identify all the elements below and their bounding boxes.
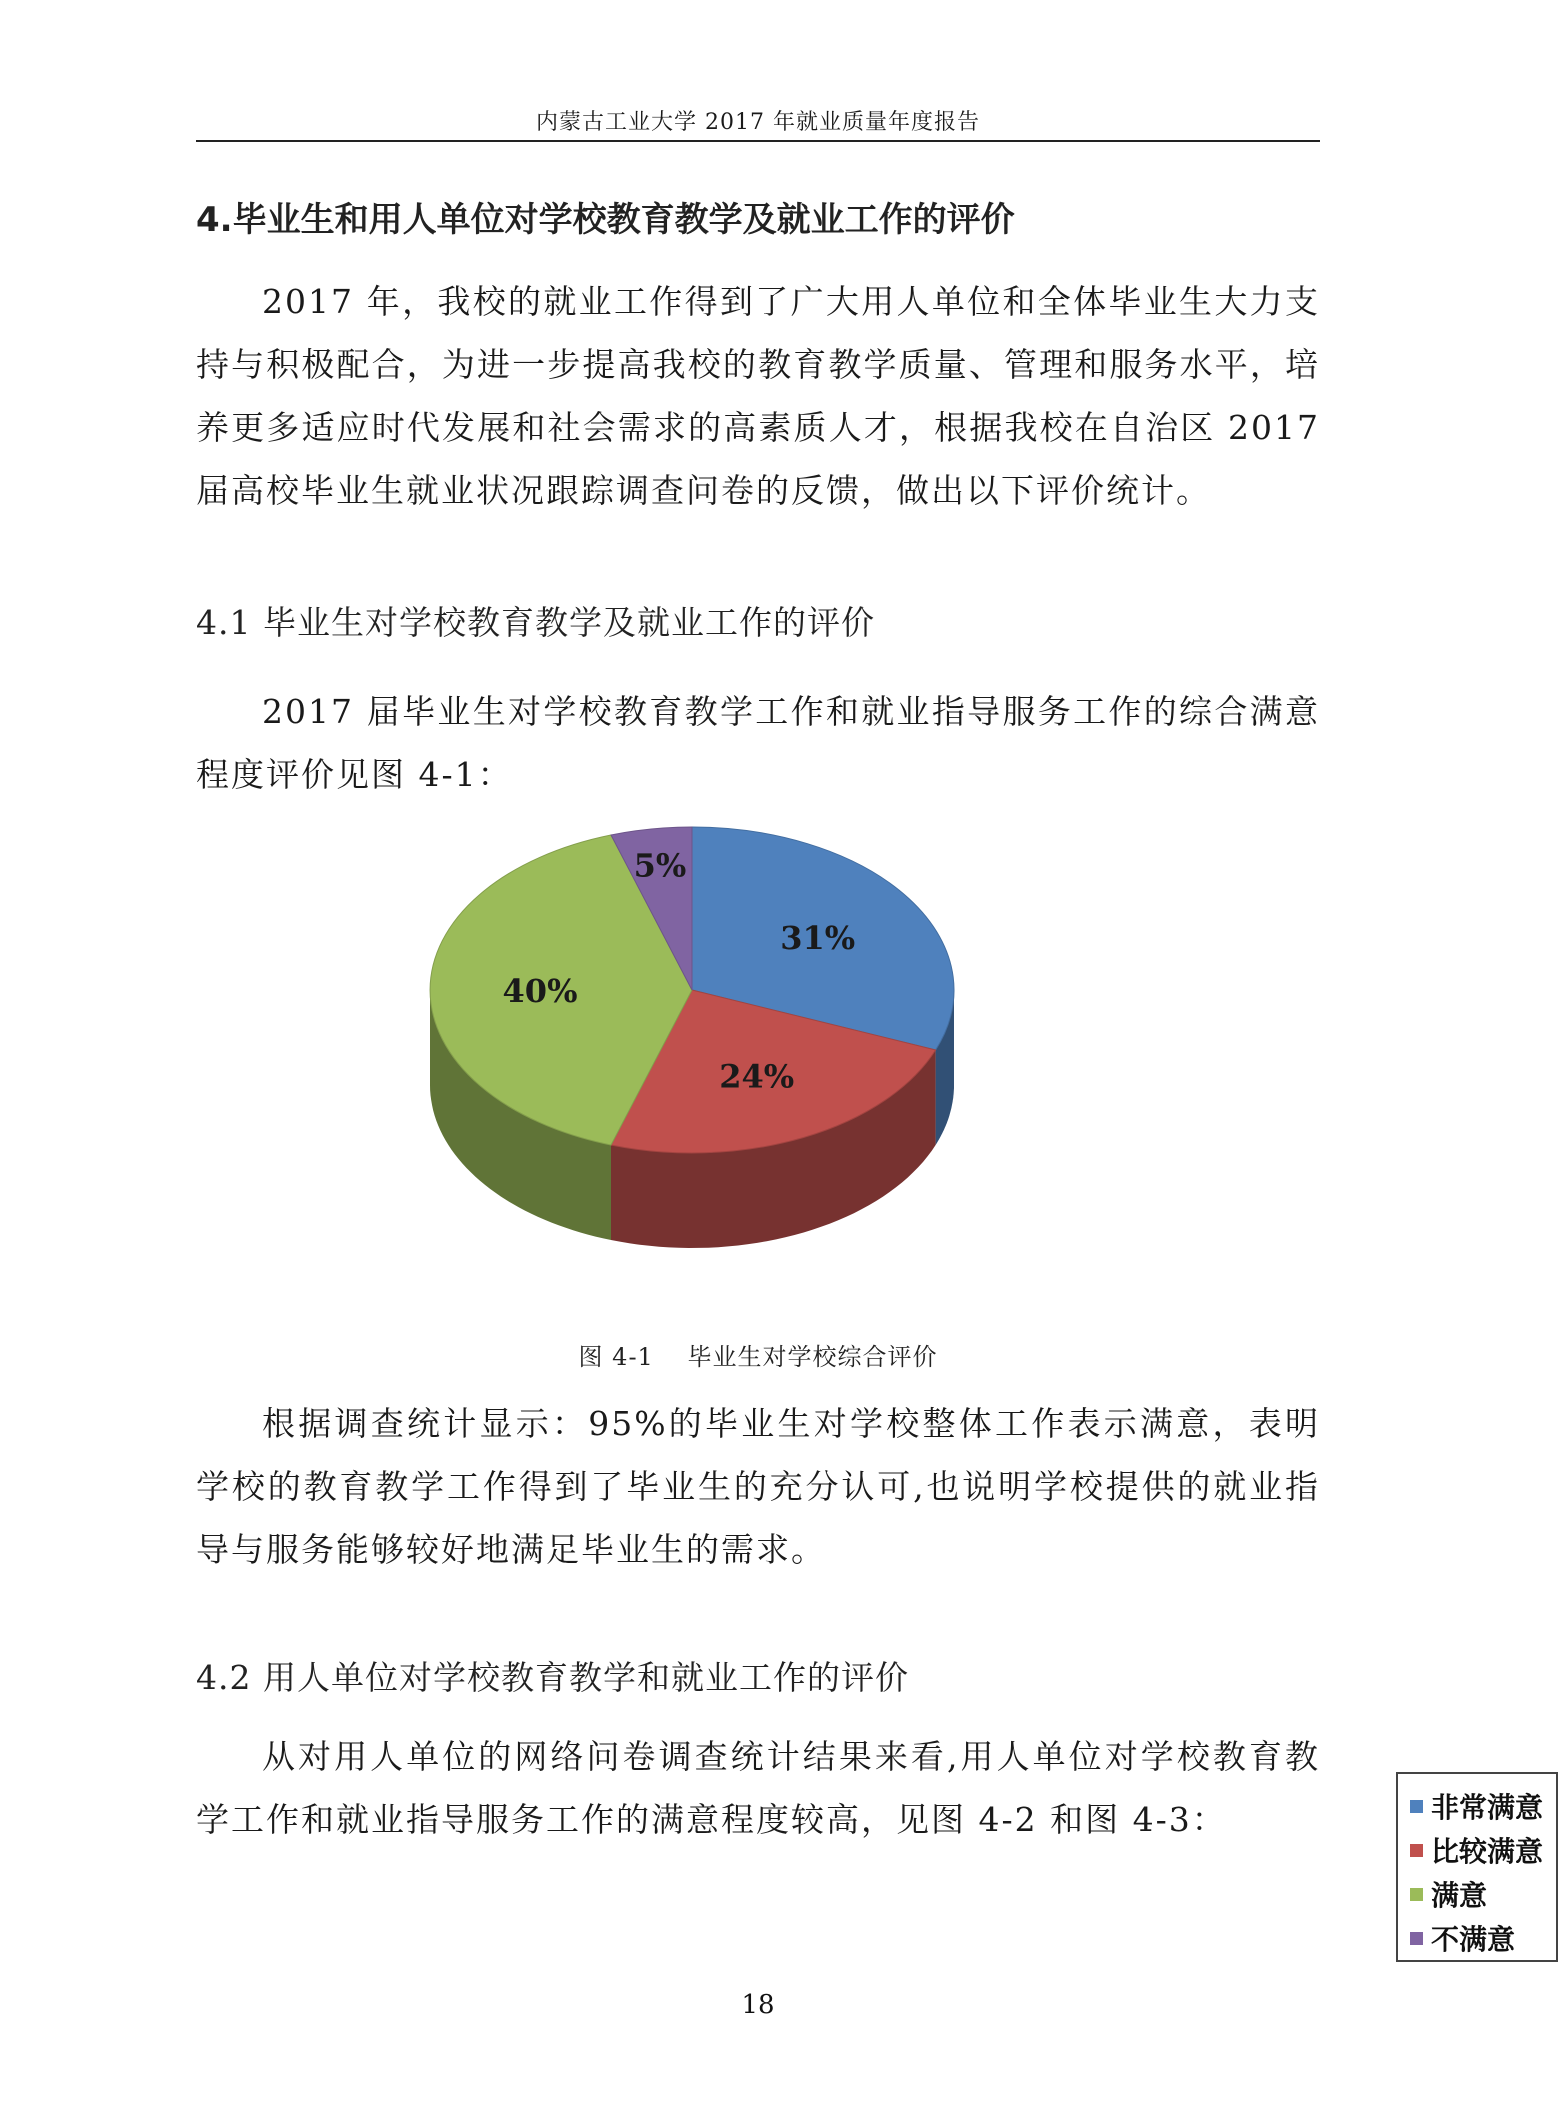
subsection-4-1-conclusion-paragraph: 根据调查统计显示：95%的毕业生对学校整体工作表示满意，表明学校的教育教学工作得到了毕业生的充分认可,也说明学校提供的就业指导与服务能够较好地满足毕业生的需求。 bbox=[196, 1404, 1320, 1569]
pie-label-不满意: 5% bbox=[633, 846, 687, 885]
legend-label: 比较满意 bbox=[1431, 1835, 1544, 1868]
legend-item bbox=[1410, 1828, 1556, 1872]
legend-item bbox=[1410, 1784, 1556, 1828]
pie-chart-svg bbox=[330, 820, 1230, 1280]
legend-item bbox=[1410, 1872, 1556, 1916]
figure-caption: 图 4-1 毕业生对学校综合评价 bbox=[578, 1343, 938, 1371]
legend-label: 满意 bbox=[1431, 1879, 1488, 1912]
legend-item bbox=[1410, 1916, 1556, 1960]
legend-swatch bbox=[1410, 1800, 1423, 1813]
legend-swatch bbox=[1410, 1888, 1423, 1901]
subsection-heading-4-2: 4.2 用人单位对学校教育教学和就业工作的评价 bbox=[196, 1658, 909, 1697]
pie-label-满意: 40% bbox=[502, 972, 578, 1010]
pie-label-非常满意: 31% bbox=[780, 918, 856, 957]
legend-swatch bbox=[1410, 1932, 1423, 1945]
subsection-4-2-lead-paragraph: 从对用人单位的网络问卷调查统计结果来看,用人单位对学校教育教学工作和就业指导服务工作的满意程度较高，见图 4-2 和图 4-3： bbox=[196, 1737, 1320, 1839]
pie-label-比较满意: 24% bbox=[719, 1057, 795, 1096]
subsection-heading-4-1: 4.1 毕业生对学校教育教学及就业工作的评价 bbox=[196, 603, 875, 642]
legend-swatch bbox=[1410, 1844, 1423, 1857]
subsection-4-1-lead-paragraph: 2017 届毕业生对学校教育教学工作和就业指导服务工作的综合满意程度评价见图 4-1： bbox=[196, 692, 1320, 794]
page-number: 18 bbox=[741, 1990, 775, 2020]
running-header: 内蒙古工业大学 2017 年就业质量年度报告 bbox=[536, 110, 980, 135]
header-divider bbox=[196, 140, 1320, 142]
legend-label: 不满意 bbox=[1431, 1923, 1516, 1956]
legend-label: 非常满意 bbox=[1431, 1791, 1544, 1824]
section-intro-paragraph: 2017 年，我校的就业工作得到了广大用人单位和全体毕业生大力支持与积极配合，为进一步提高我校的教育教学质量、管理和服务水平，培养更多适应时代发展和社会需求的高素质人才，根据我校在自治区 2017 届高校毕业生就业状况跟踪调查问卷的反馈，做出以下评价统计。 bbox=[196, 282, 1320, 510]
chart-legend bbox=[1396, 1772, 1558, 1962]
section-heading: 4.毕业生和用人单位对学校教育教学及就业工作的评价 bbox=[196, 200, 1015, 240]
